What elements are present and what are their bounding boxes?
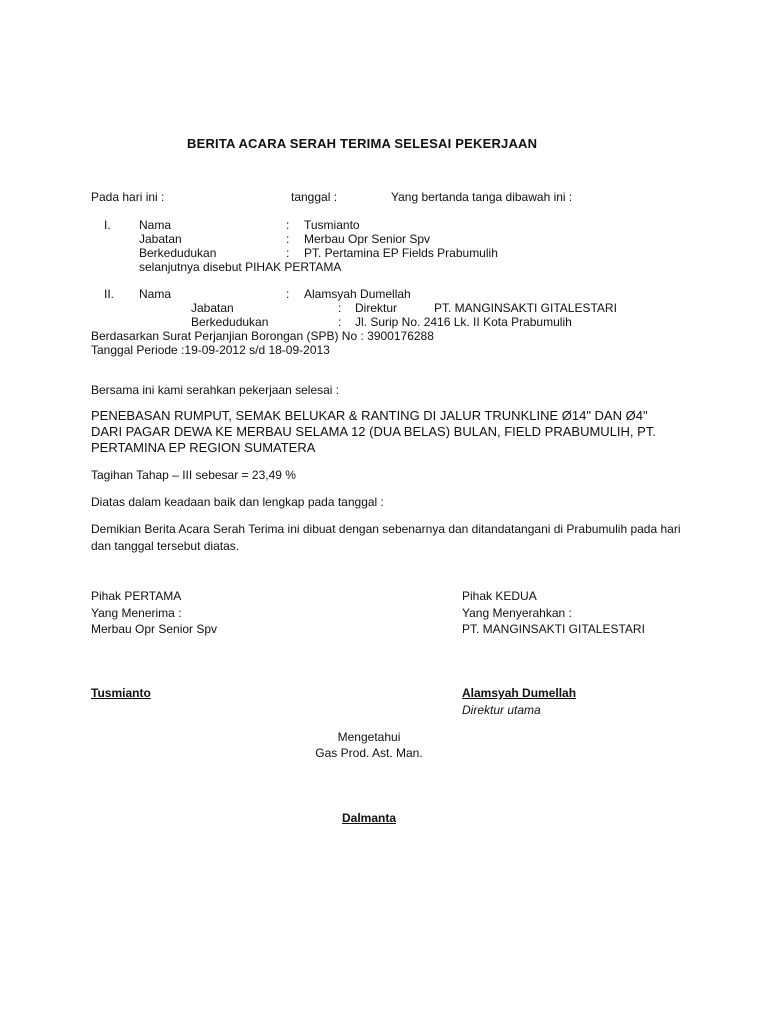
intro-yang-bertanda: Yang bertanda tanga dibawah ini : [391, 190, 573, 204]
pekerjaan-description: PENEBASAN RUMPUT, SEMAK BELUKAR & RANTING DI JALUR TRUNKLINE Ø14" DAN Ø4" DARI PAGAR DEWA KE MERBAU SELAMA 12 (DUA BELAS) BULAN, FIELD PRABUMULIH, PT. PERTAMINA EP REGION SUMATERA [91, 408, 656, 455]
party1-nama-colon: : [286, 218, 290, 232]
party1-berkedudukan-value: PT. Pertamina EP Fields Prabumulih [304, 246, 498, 260]
party2-jabatan-value: Direktur [355, 301, 398, 315]
sign-right-company: PT. MANGINSAKTI GITALESTARI [462, 622, 645, 636]
mengetahui-jabatan: Gas Prod. Ast. Man. [315, 746, 423, 760]
spb-reference: Berdasarkan Surat Perjanjian Borongan (SPB) No : 3900176288 [91, 329, 434, 343]
party2-berkedudukan-colon: : [338, 315, 342, 329]
party2-company: PT. MANGINSAKTI GITALESTARI [434, 301, 617, 315]
party2-numeral: II. [104, 287, 115, 301]
party2-jabatan-label: Jabatan [191, 301, 234, 315]
sign-left-jabatan: Merbau Opr Senior Spv [91, 622, 218, 636]
tagihan-text: Tagihan Tahap – III sebesar = 23,49 % [91, 468, 296, 482]
party1-jabatan-colon: : [286, 232, 290, 246]
party2-jabatan-colon: : [338, 301, 342, 315]
party1-nama-label: Nama [139, 218, 172, 232]
party1-jabatan-value: Merbau Opr Senior Spv [304, 232, 431, 246]
intro-tanggal: tanggal : [291, 190, 338, 204]
party2-berkedudukan-label: Berkedudukan [191, 315, 269, 329]
bersama-text: Bersama ini kami serahkan pekerjaan selesai : [91, 383, 340, 397]
sign-left-pihak: Pihak PERTAMA [91, 589, 182, 603]
diatas-text: Diatas dalam keadaan baik dan lengkap pada tanggal : [91, 495, 384, 509]
sign-right-title: Direktur utama [462, 703, 541, 717]
sign-left-name: Tusmianto [91, 686, 151, 700]
intro-pada-hari: Pada hari ini : [91, 190, 165, 204]
document-title: BERITA ACARA SERAH TERIMA SELESAI PEKERJAAN [187, 136, 538, 151]
party1-nama-value: Tusmianto [304, 218, 360, 232]
party2-nama-colon: : [286, 287, 290, 301]
party2-nama-value: Alamsyah Dumellah [304, 287, 411, 301]
periode: Tanggal Periode :19-09-2012 s/d 18-09-2013 [91, 343, 330, 357]
party1-jabatan-label: Jabatan [139, 232, 182, 246]
demikian-text: Demikian Berita Acara Serah Terima ini dibuat dengan sebenarnya dan ditandatangani di Prabumulih pada hari dan tanggal tersebut diatas. [91, 522, 681, 553]
sign-right-role: Yang Menyerahkan : [462, 606, 572, 620]
party1-berkedudukan-label: Berkedudukan [139, 246, 217, 260]
sign-left-role: Yang Menerima : [91, 606, 182, 620]
party1-numeral: I. [104, 218, 111, 232]
party1-berkedudukan-colon: : [286, 246, 290, 260]
party1-selanjutnya: selanjutnya disebut PIHAK PERTAMA [139, 260, 342, 274]
mengetahui-label: Mengetahui [337, 730, 401, 744]
sign-right-pihak: Pihak KEDUA [462, 589, 537, 603]
party2-berkedudukan-value: Jl. Surip No. 2416 Lk. II Kota Prabumulih [355, 315, 572, 329]
party2-nama-label: Nama [139, 287, 172, 301]
mengetahui-name: Dalmanta [341, 811, 397, 825]
sign-right-name: Alamsyah Dumellah [462, 686, 577, 700]
